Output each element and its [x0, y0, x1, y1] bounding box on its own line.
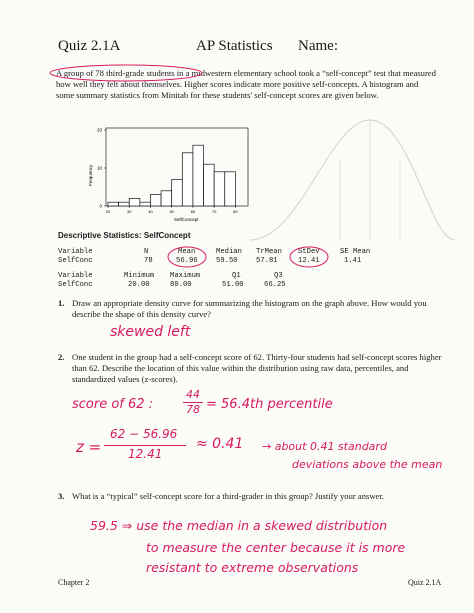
- stat-value: 1.41: [344, 257, 362, 265]
- stat-header: N: [144, 248, 149, 256]
- histogram-bar: [119, 202, 130, 206]
- ink-circle-mean: [166, 245, 208, 269]
- histogram-chart: [86, 124, 256, 224]
- histogram-bar: [193, 145, 204, 206]
- stat-header: StDev: [298, 248, 320, 256]
- question-1-number: 1.: [58, 298, 65, 308]
- stat-header: Variable: [58, 272, 93, 280]
- ink-circle-stdev: [288, 245, 330, 269]
- stat-header: SE Mean: [340, 248, 371, 256]
- stat-value: 66.25: [264, 281, 286, 289]
- stats-title: Descriptive Statistics: SelfConcept: [58, 231, 191, 240]
- footer-quiz: Quiz 2.1A: [408, 578, 442, 587]
- faint-density-sketch: [240, 100, 460, 260]
- question-2-number: 2.: [58, 352, 65, 362]
- q2-score-label: score of 62 :: [72, 397, 154, 412]
- y-tick-label: 20: [96, 127, 102, 133]
- course-title: AP Statistics: [196, 38, 273, 54]
- stat-value: 80.00: [170, 281, 192, 289]
- q2-frac-den: 78: [186, 403, 200, 416]
- q3-answer-line-2: to measure the center because it is more: [146, 540, 406, 555]
- x-tick-label: 70: [211, 209, 217, 214]
- question-1-answer: skewed left: [110, 324, 191, 340]
- histogram-bar: [140, 202, 151, 206]
- histogram-bar: [204, 164, 215, 206]
- q2-z-label: z =: [76, 438, 102, 456]
- question-2-text: One student in the group had a self-concept score of 62. Thirty-four students had self-concept scores higher than 62. Describe the location of this value within the distribution using raw data, percentiles, and standardized values (z-scores).: [72, 352, 442, 384]
- y-axis-label: Frequency: [88, 164, 93, 186]
- intro-paragraph: A group of 78 third-grade students in a midwestern elementary school took a “self-concept” test that measured how well they felt about themselves. Higher scores indicate more positive self-concepts. A histogram and some summary statistics from Minitab for these students' self-concept scores are given below.: [56, 68, 436, 100]
- ink-circle-intro: [46, 62, 206, 84]
- histogram-bar: [214, 172, 225, 206]
- q2-percentile: = 56.4th percentile: [206, 397, 333, 412]
- q3-answer-line-1: 59.5 ⇒ use the median in a skewed distribution: [90, 518, 388, 533]
- stat-value: 12.41: [298, 257, 320, 265]
- stat-value: SelfConc: [58, 257, 93, 265]
- q2-z-den: 12.41: [128, 447, 163, 461]
- stats-table-2: [58, 272, 358, 292]
- stat-header: TrMean: [256, 248, 282, 256]
- x-tick-label: 50: [169, 209, 174, 214]
- stat-value: 51.00: [222, 281, 244, 289]
- q2-frac-num: 44: [186, 388, 200, 401]
- stat-value: 78: [144, 257, 153, 265]
- question-1-text: Draw an appropriate density curve for summarizing the histogram on the graph above. How would you describe the shape of this density curve?: [72, 298, 427, 319]
- q2-z-bar: [104, 445, 186, 446]
- stat-header: Variable: [58, 248, 93, 256]
- histogram-bar: [150, 195, 161, 206]
- stat-value: 59.50: [216, 257, 238, 265]
- quiz-title: Quiz 2.1A: [58, 38, 121, 54]
- x-axis-label: SelfConcept: [174, 217, 199, 222]
- question-3-text: What is a “typical” self-concept score for a third-grader in this group? Justify your answer.: [72, 491, 384, 501]
- x-tick-label: 30: [127, 209, 132, 214]
- stat-header: Mean: [178, 248, 196, 256]
- histogram-bar: [172, 179, 183, 206]
- name-label: Name:: [298, 38, 338, 54]
- question-3-number: 3.: [58, 491, 65, 501]
- stat-header: Minimum: [124, 272, 155, 280]
- stat-header: Q3: [274, 272, 283, 280]
- x-tick-label: 20: [105, 209, 111, 214]
- stat-value: 57.81: [256, 257, 278, 265]
- q2-arrow-note-2: deviations above the mean: [292, 458, 443, 471]
- stat-value: SelfConc: [58, 281, 93, 289]
- y-tick-label: 10: [96, 165, 102, 171]
- histogram-bar: [225, 172, 236, 206]
- x-tick-label: 60: [190, 209, 196, 214]
- q3-answer-line-3: resistant to extreme observations: [146, 560, 359, 575]
- stat-value: 56.96: [176, 257, 198, 265]
- histogram-bar: [108, 202, 119, 206]
- stat-header: Median: [216, 248, 242, 256]
- x-tick-label: 40: [148, 209, 153, 214]
- histogram-bar: [182, 153, 193, 206]
- stat-header: Maximum: [170, 272, 201, 280]
- q2-approx: ≈ 0.41: [196, 436, 244, 452]
- histogram-bar: [129, 198, 140, 206]
- stat-value: 20.00: [128, 281, 150, 289]
- y-tick-label: 0: [99, 203, 102, 209]
- footer-chapter: Chapter 2: [58, 578, 90, 587]
- x-tick-label: 80: [233, 209, 238, 214]
- stat-header: Q1: [232, 272, 241, 280]
- q2-arrow-note: → about 0.41 standard: [262, 440, 387, 453]
- q2-z-num: 62 − 56.96: [110, 427, 178, 441]
- histogram-bar: [161, 191, 172, 206]
